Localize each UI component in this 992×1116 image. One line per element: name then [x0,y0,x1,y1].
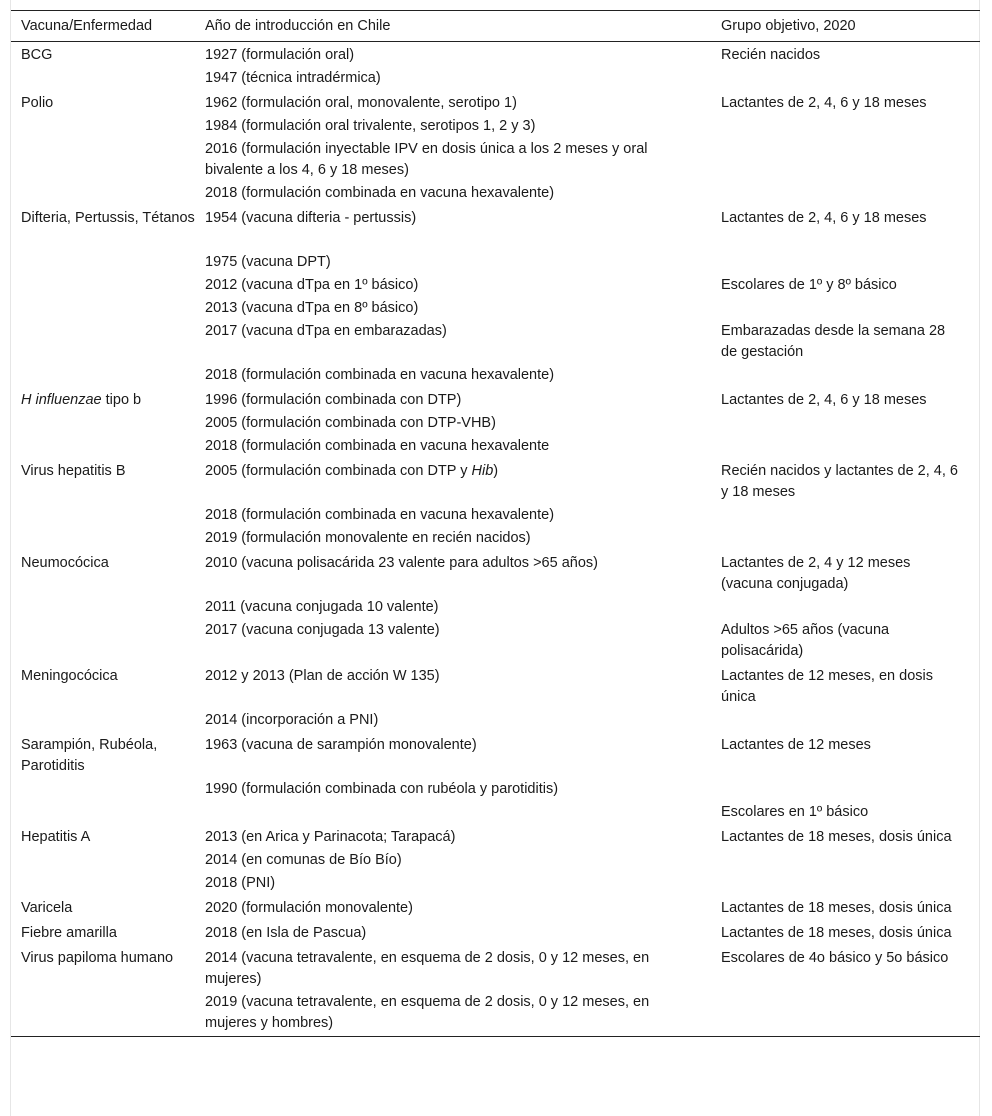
year-cell: 2014 (incorporación a PNI) [205,712,379,728]
vaccine-table [11,10,980,1037]
year-cell: 2018 (formulación combinada en vacuna hexavalente) [205,185,555,201]
vaccine-name [11,390,195,459]
year-cell: 2018 (PNI) [205,875,276,891]
year-cell: 1962 (formulación oral, monovalente, serotipo 1) [205,95,517,111]
table-row [11,733,980,825]
table-row [11,551,980,664]
year-cell: 1927 (formulación oral) [205,47,355,63]
target-cell: Escolares de 1º y 8º básico [721,277,897,293]
table-row [11,206,980,388]
table-row [11,825,980,896]
vaccine-name: Difteria, Pertussis, Tétanos [21,210,195,226]
year-cell: 2017 (vacuna conjugada 13 valente) [205,622,440,638]
year-cell: 2013 (en Arica y Parinacota; Tarapacá) [205,829,456,845]
table-row [11,459,980,551]
year-text-italic: Hib [471,463,494,479]
target-cell: Escolares en 1º básico [721,804,869,820]
table-row [11,91,980,206]
table-row [11,664,980,733]
target-cell: Lactantes de 18 meses, dosis única [721,925,952,941]
year-cell: 2005 (formulación combinada con DTP-VHB) [205,415,496,431]
year-cell: 2010 (vacuna polisacárida 23 valente para adultos >65 años) [205,555,598,571]
table-row [11,388,980,459]
year-cell: 2013 (vacuna dTpa en 8º básico) [205,300,419,316]
vaccine-name: Varicela [21,900,73,916]
target-cell: Embarazadas desde la semana 28 de gestación [721,323,946,360]
header-grupo: Grupo objetivo, 2020 [721,17,856,34]
vaccine-name: Meningocócica [21,668,118,684]
year-cell: 2018 (formulación combinada en vacuna hexavalente) [205,507,555,523]
year-cell: 2019 (formulación monovalente en recién nacidos) [205,530,531,546]
table-row [11,896,980,921]
year-cell: 2012 (vacuna dTpa en 1º básico) [205,277,419,293]
table-row [11,946,980,1037]
vaccine-name: Neumocócica [21,555,109,571]
target-cell: Lactantes de 2, 4 y 12 meses (vacuna conjugada) [721,555,911,592]
vaccine-name: Fiebre amarilla [21,925,117,941]
year-cell: 2012 y 2013 (Plan de acción W 135) [205,668,440,684]
vaccine-name-rest: tipo b [101,392,142,408]
target-cell: Escolares de 4o básico y 5o básico [721,950,949,966]
year-cell: 1996 (formulación combinada con DTP) [205,392,462,408]
year-cell [195,461,711,503]
target-cell: Lactantes de 18 meses, dosis única [721,829,952,845]
header-ano: Año de introducción en Chile [205,17,391,34]
year-cell: 2018 (formulación combinada en vacuna hexavalente) [205,367,555,383]
vaccine-name: Virus papiloma humano [21,950,174,966]
target-cell: Recién nacidos [721,47,821,63]
year-cell: 2017 (vacuna dTpa en embarazadas) [205,323,447,339]
vaccine-name: Virus hepatitis B [21,463,126,479]
target-cell: Lactantes de 2, 4, 6 y 18 meses [721,392,927,408]
year-cell: 1947 (técnica intradérmica) [205,70,381,86]
target-cell: Lactantes de 12 meses, en dosis única [721,668,933,705]
year-cell: 1954 (vacuna difteria - pertussis) [205,210,417,226]
vaccine-name: Sarampión, Rubéola, Parotiditis [21,737,158,774]
target-cell: Lactantes de 18 meses, dosis única [721,900,952,916]
year-cell: 1990 (formulación combinada con rubéola y parotiditis) [205,781,559,797]
year-cell: 2019 (vacuna tetravalente, en esquema de 2 dosis, 0 y 12 meses, en mujeres y hombres) [205,994,650,1031]
target-cell: Lactantes de 2, 4, 6 y 18 meses [721,210,927,226]
target-cell: Recién nacidos y lactantes de 2, 4, 6 y 18 meses [721,463,958,500]
vaccine-name: Polio [21,95,54,111]
target-cell: Lactantes de 12 meses [721,737,871,753]
vaccine-name: BCG [21,47,53,63]
year-cell: 1975 (vacuna DPT) [205,254,331,270]
year-cell: 1963 (vacuna de sarampión monovalente) [205,737,477,753]
target-cell: Lactantes de 2, 4, 6 y 18 meses [721,95,927,111]
year-cell: 2011 (vacuna conjugada 10 valente) [205,599,439,615]
vaccine-name: Hepatitis A [21,829,91,845]
vaccine-name-italic: H influenzae [21,392,102,408]
year-cell: 2016 (formulación inyectable IPV en dosis única a los 2 meses y oral bivalente a los 4, 6 y 18 meses) [205,141,648,178]
year-text: ) [493,463,499,479]
year-cell: 1984 (formulación oral trivalente, serotipos 1, 2 y 3) [205,118,536,134]
year-cell: 2014 (vacuna tetravalente, en esquema de 2 dosis, 0 y 12 meses, en mujeres) [205,950,650,987]
table-header [11,10,980,42]
year-text: 2005 (formulación combinada con DTP y [205,463,472,479]
year-cell: 2018 (en Isla de Pascua) [205,925,367,941]
table-row [11,43,980,91]
year-cell: 2020 (formulación monovalente) [205,900,413,916]
table-row [11,921,980,946]
year-cell: 2018 (formulación combinada en vacuna hexavalente [205,438,550,454]
target-cell: Adultos >65 años (vacuna polisacárida) [721,622,890,659]
header-vacuna: Vacuna/Enfermedad [21,17,153,34]
year-cell: 2014 (en comunas de Bío Bío) [205,852,402,868]
